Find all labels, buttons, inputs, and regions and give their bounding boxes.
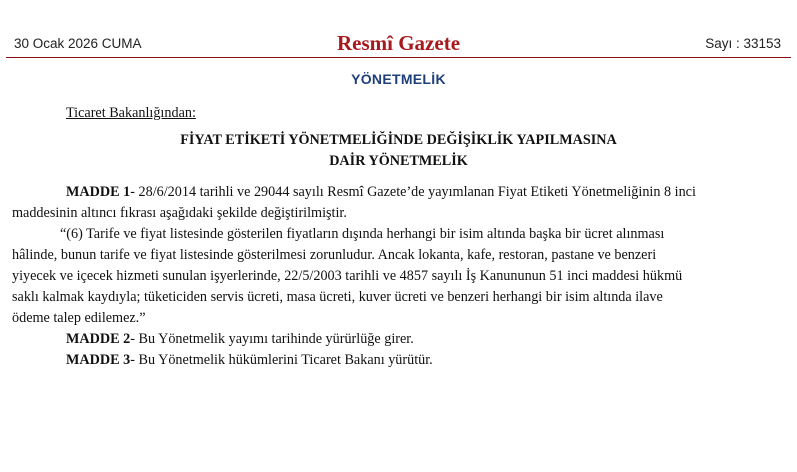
- article-1-line-2: maddesinin altıncı fıkrası aşağıdaki şekilde değiştirilmiştir.: [12, 205, 347, 221]
- issue-date: 30 Ocak 2026 CUMA: [14, 36, 142, 51]
- masthead: [0, 0, 797, 60]
- article-1-text: - 28/6/2014 tarihli ve 29044 sayılı Resmî Gazete’de yayımlanan Fiyat Etiketi Yönetmeliğinin 8 inci: [130, 184, 696, 200]
- issuing-ministry: Ticaret Bakanlığından:: [66, 105, 196, 121]
- article-1-line-1: [66, 182, 780, 203]
- article-3-text: - Bu Yönetmelik hükümlerini Ticaret Bakanı yürütür.: [130, 352, 433, 368]
- quote-line-4: saklı kalmak kaydıyla; tüketiciden servis ücreti, masa ücreti, kuver ücreti ve benzeri herhangi bir isim altında ilave: [12, 289, 663, 305]
- regulation-title-line-2: DAİR YÖNETMELİK: [329, 153, 468, 169]
- quote-line-1: “(6) Tarife ve fiyat listesinde gösterilen fiyatların dışında herhangi bir isim altında başka bir ücret alınması: [60, 226, 665, 242]
- section-heading: YÖNETMELİK: [351, 71, 446, 87]
- regulation-body: [12, 182, 780, 371]
- gazette-title: Resmî Gazete: [336, 31, 461, 55]
- article-3-label: MADDE 3: [66, 352, 131, 368]
- article-3: [66, 350, 780, 371]
- regulation-title-line-1: FİYAT ETİKETİ YÖNETMELİĞİNDE DEĞİŞİKLİK YAPILMASINA: [180, 132, 617, 148]
- quote-line-3: yiyecek ve içecek hizmeti sunulan işyerlerinde, 22/5/2003 tarihli ve 4857 sayılı İş Kanununun 51 inci maddesi hükmü: [12, 268, 683, 284]
- article-1-label: MADDE 1: [66, 184, 131, 200]
- quote-line-2: hâlinde, bunun tarife ve fiyat listesinde gösterilmesi zorunludur. Ancak lokanta, kafe, restoran, pastane ve benzeri: [12, 247, 657, 263]
- regulation-title: [0, 130, 797, 172]
- article-2-text: - Bu Yönetmelik yayımı tarihinde yürürlüğe girer.: [130, 331, 414, 347]
- issue-number: Sayı : 33153: [705, 36, 781, 51]
- quote-line-5: ödeme talep edilemez.”: [12, 310, 146, 326]
- article-2: [66, 329, 780, 350]
- masthead-divider: [6, 57, 791, 58]
- article-2-label: MADDE 2: [66, 331, 131, 347]
